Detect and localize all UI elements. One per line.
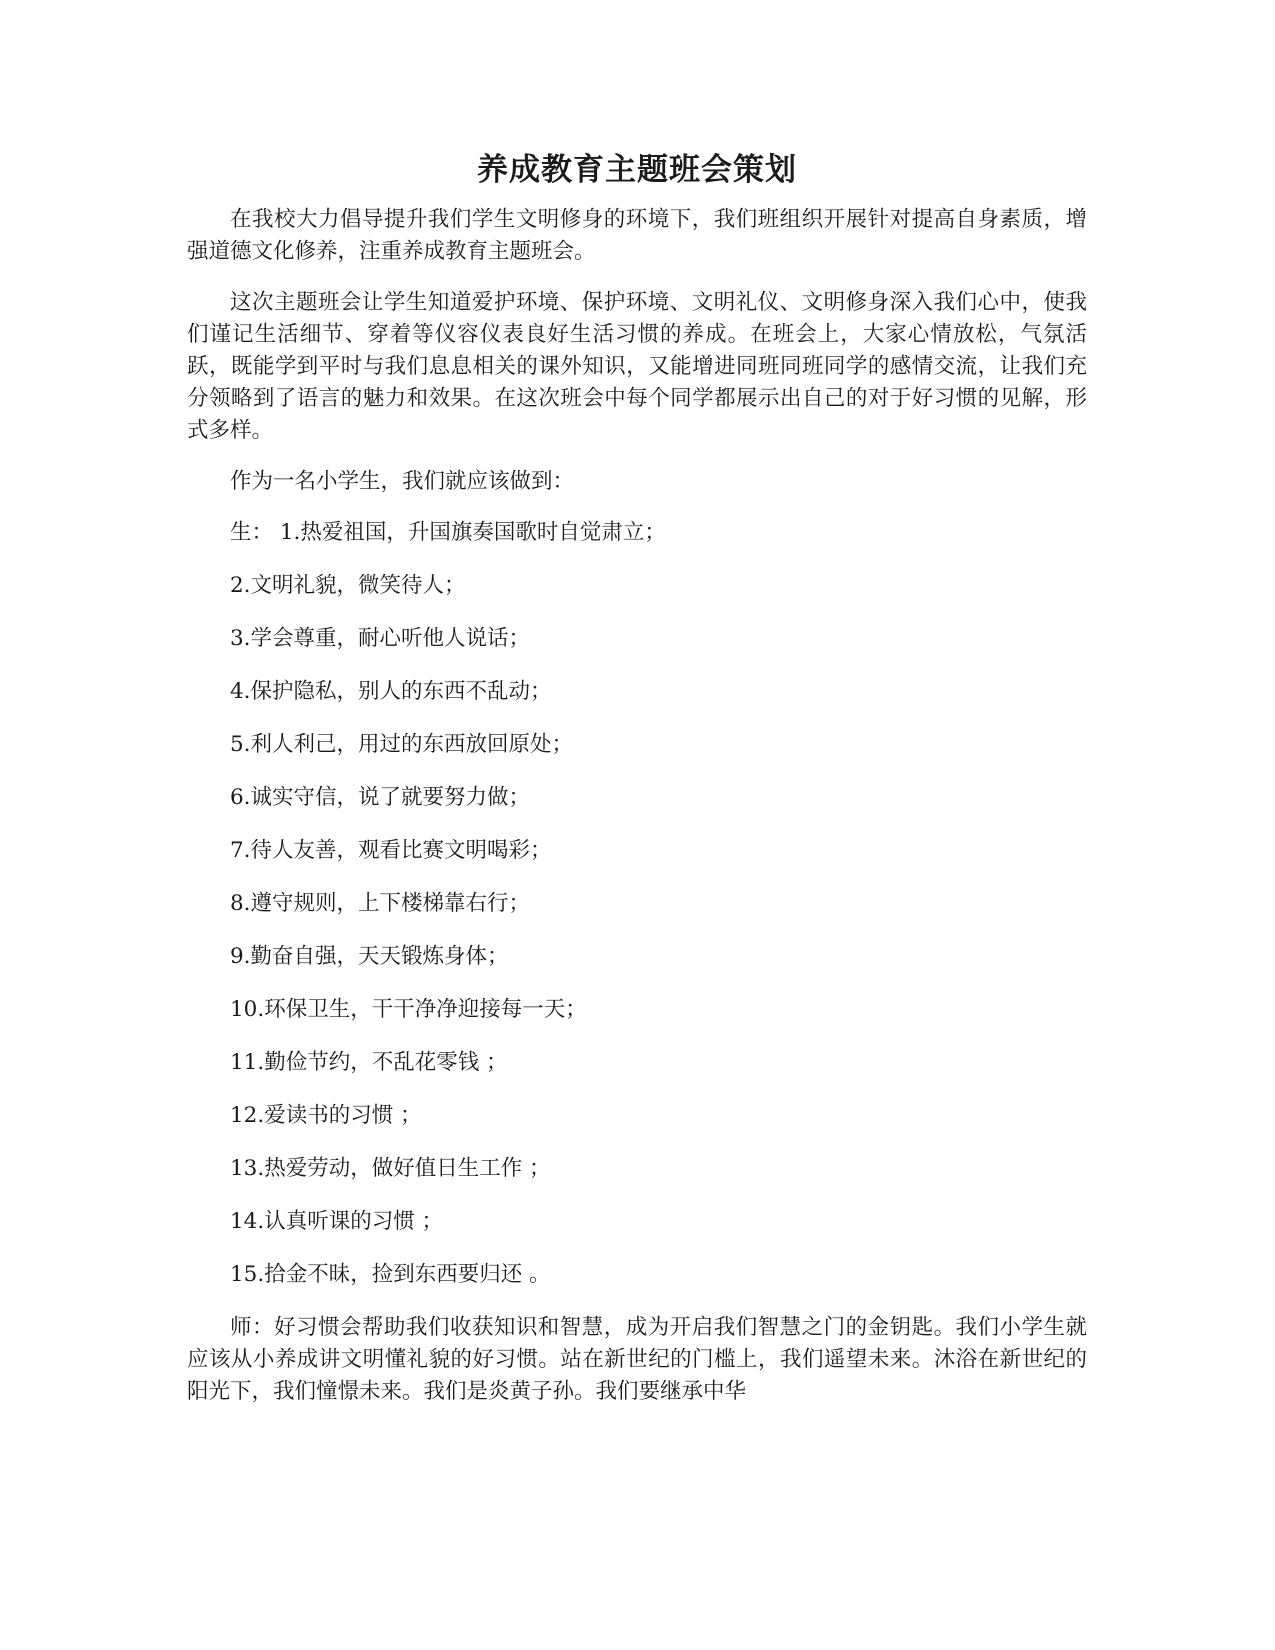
list-item: 4.保护隐私，别人的东西不乱动； xyxy=(230,679,552,704)
list-item: 13.热爱劳动，做好值日生工作 ； xyxy=(230,1156,551,1181)
list-item: 生： 1.热爱祖国，升国旗奏国歌时自觉肃立； xyxy=(230,520,666,545)
description-paragraph: 这次主题班会让学生知道爱护环境、保护环境、文明礼仪、文明修身深入我们心中，使我们谨记生活细节、穿着等仪容仪表良好生活习惯的养成。在班会上，大家心情放松，气氛活跃，既能学到平时与我们息息相关的课外知识，又能增进同班同班同学的感情交流，让我们充分领略到了语言的魅力和效果。在这次班会中每个同学都展示出自己的对于好习惯的见解，形式多样。 xyxy=(187,290,1087,443)
list-item: 2.文明礼貌，微笑待人； xyxy=(230,573,466,598)
document-title: 养成教育主题班会策划 xyxy=(477,152,797,188)
list-item: 6.诚实守信，说了就要努力做； xyxy=(230,785,531,810)
list-item: 8.遵守规则，上下楼梯靠右行； xyxy=(230,891,531,916)
list-item: 5.利人利己，用过的东西放回原处； xyxy=(230,732,574,757)
document-page xyxy=(187,150,1087,1427)
list-item: 12.爱读书的习惯 ； xyxy=(230,1103,422,1128)
habit-list xyxy=(187,517,1087,1291)
list-item: 7.待人友善，观看比赛文明喝彩； xyxy=(230,838,552,863)
intro-paragraph: 在我校大力倡导提升我们学生文明修身的环境下，我们班组织开展针对提高自身素质，增强道德文化修养，注重养成教育主题班会。 xyxy=(187,207,1087,264)
list-item: 3.学会尊重，耐心听他人说话； xyxy=(230,626,531,651)
list-item: 10.环保卫生，干干净净迎接每一天； xyxy=(230,997,587,1022)
list-item: 14.认真听课的习惯 ； xyxy=(230,1209,444,1234)
list-item: 9.勤奋自强，天天锻炼身体； xyxy=(230,944,509,969)
list-item: 11.勤俭节约，不乱花零钱 ； xyxy=(230,1050,508,1075)
teacher-paragraph: 师：好习惯会帮助我们收获知识和智慧，成为开启我们智慧之门的金钥匙。我们小学生就应该从小养成讲文明懂礼貌的好习惯。站在新世纪的门槛上，我们遥望未来。沐浴在新世纪的阳光下，我们憧憬未来。我们是炎黄子孙。我们要继承中华 xyxy=(187,1315,1087,1404)
list-item: 15.拾金不昧，捡到东西要归还 。 xyxy=(230,1262,551,1287)
lead-in-paragraph: 作为一名小学生，我们就应该做到： xyxy=(230,469,575,494)
